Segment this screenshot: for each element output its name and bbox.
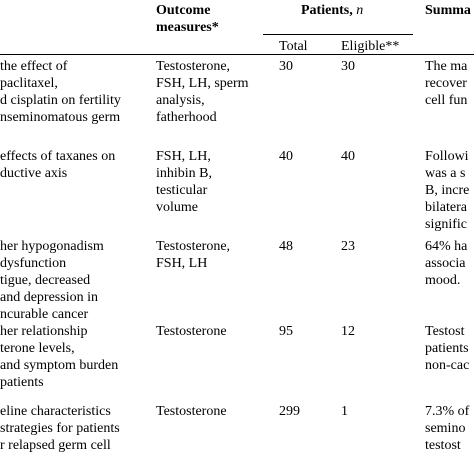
- row5-aim-line3-clip: [0, 437, 160, 474]
- row2-eligible: 40: [341, 149, 355, 164]
- row3-summary-line1: 64% ha: [425, 239, 468, 254]
- row1-measures-line3: analysis,: [156, 93, 205, 108]
- row3-aim-line1: her hypogonadism: [0, 239, 104, 254]
- row2-aim-line2: ductive axis: [0, 166, 68, 181]
- row4-aim-line3: and symptom burden: [0, 358, 119, 373]
- row3-summary-line2: associa: [425, 256, 466, 271]
- row1-aim-line2: paclitaxel,: [0, 76, 58, 91]
- row4-summary-line3: non-cac: [425, 358, 470, 373]
- row1-measures-line4: fatherhood: [156, 110, 217, 125]
- row1-summary-line1: The ma: [425, 59, 468, 74]
- header-outcome-line2: measures*: [156, 20, 219, 35]
- row3-aim-line4: and depression in: [0, 290, 98, 305]
- row2-measures-line1: FSH, LH,: [156, 149, 211, 164]
- row3-eligible: 23: [341, 239, 355, 254]
- row5-aim-line3: r relapsed germ cell: [0, 438, 111, 453]
- row3-aim-line3: tigue, decreased: [0, 273, 91, 288]
- header-outcome-line1: Outcome: [156, 3, 211, 18]
- header-subrule: [263, 34, 413, 35]
- row5-summary-line3: testost: [425, 438, 461, 453]
- row4-summary-line2: patients: [425, 341, 469, 356]
- row2-measures-line4: volume: [156, 200, 198, 215]
- row1-aim-line4: nseminomatous germ: [0, 110, 121, 125]
- row5-total: 299: [279, 404, 300, 419]
- row2-summary-line3: B, incre: [425, 183, 470, 198]
- row1-total: 30: [279, 59, 293, 74]
- row2-summary-line2: was a s: [425, 166, 466, 181]
- row3-measures-line1: Testosterone,: [156, 239, 231, 254]
- row4-aim-line1: her relationship: [0, 324, 88, 339]
- row4-summary-line1: Testost: [425, 324, 465, 339]
- row1-summary-line3: cell fun: [425, 93, 468, 108]
- header-patients: [301, 2, 363, 19]
- row2-summary-line4: bilatera: [425, 200, 467, 215]
- row4-eligible: 12: [341, 324, 355, 339]
- row2-total: 40: [279, 149, 293, 164]
- row1-aim-line1: the effect of: [0, 59, 68, 74]
- row5-eligible: 1: [341, 404, 348, 419]
- row3-aim-line2: dysfunction: [0, 256, 67, 271]
- row1-measures-line2: FSH, LH, sperm: [156, 76, 249, 91]
- row5-measures-line1: Testosterone: [156, 404, 227, 419]
- row5-summary-line3-clip: [425, 437, 474, 474]
- row1-measures-line1: Testosterone,: [156, 59, 231, 74]
- header-patients-n: n: [356, 3, 364, 18]
- row3-measures-line2: FSH, LH: [156, 256, 208, 271]
- row2-aim-line1: effects of taxanes on: [0, 149, 116, 164]
- row2-summary-line1: Followi: [425, 149, 469, 164]
- row4-measures-line1: Testosterone: [156, 324, 227, 339]
- row5-summary-line1: 7.3% of: [425, 404, 470, 419]
- header-total: Total: [279, 39, 308, 54]
- header-summary: Summa: [425, 3, 471, 18]
- row1-aim-line3: d cisplatin on fertility: [0, 93, 121, 108]
- header-patients-label: Patients,: [301, 3, 357, 18]
- row4-total: 95: [279, 324, 293, 339]
- row2-summary-line5: signific: [425, 217, 467, 232]
- header-bottom-rule: [0, 54, 474, 55]
- row3-summary-line3: mood.: [425, 273, 461, 288]
- row4-aim-line4: patients: [0, 375, 44, 390]
- row1-summary-line2: recover: [425, 76, 467, 91]
- row4-aim-line2: terone levels,: [0, 341, 75, 356]
- row2-measures-line3: testicular: [156, 183, 208, 198]
- row3-total: 48: [279, 239, 293, 254]
- header-eligible: Eligible**: [341, 39, 400, 54]
- row1-eligible: 30: [341, 59, 355, 74]
- row5-summary-line2: semino: [425, 421, 466, 436]
- row2-measures-line2: inhibin B,: [156, 166, 213, 181]
- row5-aim-line1: eline characteristics: [0, 404, 111, 419]
- row3-aim-line5: ncurable cancer: [0, 307, 89, 322]
- row5-aim-line2: strategies for patients: [0, 421, 120, 436]
